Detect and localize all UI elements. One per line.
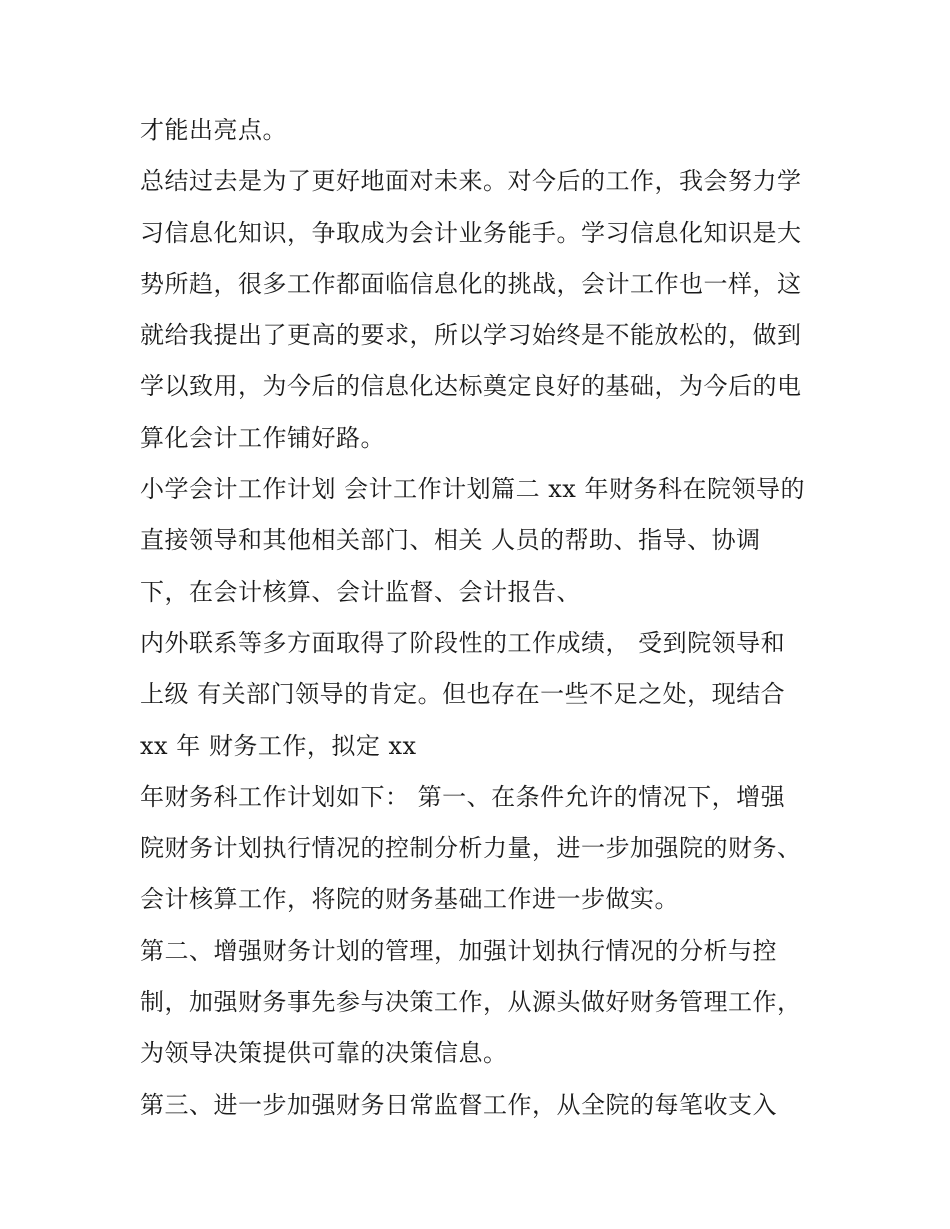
text-line: 院财务计划执行情况的控制分析力量，进一步加强院的财务、 [140, 834, 802, 863]
text-line: 习信息化知识，争取成为会计业务能手。学习信息化知识是大 [140, 218, 802, 247]
text-line: xx 年 财务工作，拟定 xx [140, 731, 417, 760]
text-line: 小学会计工作计划 会计工作计划篇二 xx 年财务科在院领导的 [140, 475, 805, 504]
text-line: 内外联系等多方面取得了阶段性的工作成绩， 受到院领导和 [140, 628, 786, 657]
text-line: 上级 有关部门领导的肯定。但也存在一些不足之处，现结合 [140, 680, 786, 709]
text-line: 为领导决策提供可靠的决策信息。 [140, 1039, 508, 1068]
text-line: 总结过去是为了更好地面对未来。对今后的工作，我会努力学 [140, 167, 802, 196]
text-line: 势所趋，很多工作都面临信息化的挑战，会计工作也一样，这 [140, 269, 802, 298]
text-line: 算化会计工作铺好路。 [140, 423, 385, 452]
text-line: 第三、进一步加强财务日常监督工作，从全院的每笔收支入 [140, 1090, 777, 1119]
text-line: 年财务科工作计划如下： 第一、在条件允许的情况下，增强 [140, 782, 786, 811]
text-line: 下，在会计核算、会计监督、会计报告、 [140, 577, 581, 606]
text-line: 才能出亮点。 [140, 116, 287, 144]
text-line: 直接领导和其他相关部门、相关 人员的帮助、指导、协调 [140, 526, 761, 555]
document-body [140, 105, 830, 1131]
text-line: 第二、增强财务计划的管理，加强计划执行情况的分析与控 [140, 936, 777, 965]
text-line: 学以致用，为今后的信息化达标奠定良好的基础，为今后的电 [140, 372, 802, 401]
text-line: 会计核算工作，将院的财务基础工作进一步做实。 [140, 885, 679, 914]
text-line: 就给我提出了更高的要求，所以学习始终是不能放松的，做到 [140, 321, 802, 350]
text-line: 制，加强财务事先参与决策工作，从源头做好财务管理工作， [140, 988, 802, 1017]
